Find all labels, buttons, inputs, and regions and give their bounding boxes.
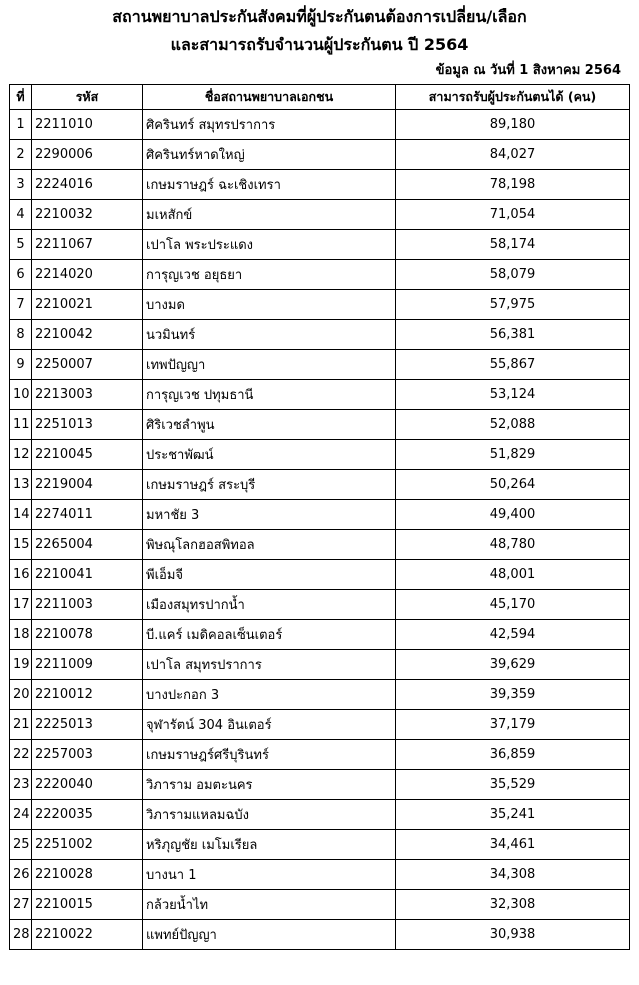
table-row bbox=[10, 710, 630, 740]
capacity-value: 50,264 bbox=[396, 470, 630, 500]
row-number: 8 bbox=[10, 320, 32, 350]
row-number: 4 bbox=[10, 200, 32, 230]
table-row bbox=[10, 680, 630, 710]
capacity-value: 48,001 bbox=[396, 560, 630, 590]
capacity-value: 52,088 bbox=[396, 410, 630, 440]
row-number: 26 bbox=[10, 860, 32, 890]
row-number: 5 bbox=[10, 230, 32, 260]
table-row bbox=[10, 530, 630, 560]
hospital-code: 2211067 bbox=[32, 230, 143, 260]
row-number: 14 bbox=[10, 500, 32, 530]
capacity-value: 78,198 bbox=[396, 170, 630, 200]
table-row bbox=[10, 290, 630, 320]
row-number: 2 bbox=[10, 140, 32, 170]
hospital-code: 2210012 bbox=[32, 680, 143, 710]
hospital-name: การุญเวช ปทุมธานี bbox=[143, 380, 396, 410]
row-number: 17 bbox=[10, 590, 32, 620]
capacity-value: 35,529 bbox=[396, 770, 630, 800]
hospital-name: บางนา 1 bbox=[143, 860, 396, 890]
row-number: 19 bbox=[10, 650, 32, 680]
row-number: 18 bbox=[10, 620, 32, 650]
table-row bbox=[10, 650, 630, 680]
hospital-code: 2224016 bbox=[32, 170, 143, 200]
capacity-value: 37,179 bbox=[396, 710, 630, 740]
hospital-code: 2210078 bbox=[32, 620, 143, 650]
hospital-name: ประชาพัฒน์ bbox=[143, 440, 396, 470]
hospital-code: 2214020 bbox=[32, 260, 143, 290]
hospital-code: 2251013 bbox=[32, 410, 143, 440]
hospital-name: มหาชัย 3 bbox=[143, 500, 396, 530]
hospital-name: มเหสักข์ bbox=[143, 200, 396, 230]
header-code: รหัส bbox=[32, 85, 143, 110]
capacity-value: 30,938 bbox=[396, 920, 630, 950]
hospital-code: 2210028 bbox=[32, 860, 143, 890]
capacity-value: 35,241 bbox=[396, 800, 630, 830]
row-number: 7 bbox=[10, 290, 32, 320]
table-body bbox=[10, 110, 630, 950]
hospital-name: เกษมราษฎร์ ฉะเชิงเทรา bbox=[143, 170, 396, 200]
row-number: 9 bbox=[10, 350, 32, 380]
row-number: 20 bbox=[10, 680, 32, 710]
hospital-code: 2210021 bbox=[32, 290, 143, 320]
header-no: ที่ bbox=[10, 85, 32, 110]
table-row bbox=[10, 560, 630, 590]
hospital-code: 2225013 bbox=[32, 710, 143, 740]
row-number: 1 bbox=[10, 110, 32, 140]
hospital-name: การุญเวช อยุธยา bbox=[143, 260, 396, 290]
row-number: 28 bbox=[10, 920, 32, 950]
capacity-value: 45,170 bbox=[396, 590, 630, 620]
hospital-name: พิษณุโลกฮอสพิทอล bbox=[143, 530, 396, 560]
table-row bbox=[10, 170, 630, 200]
hospital-name: ศิครินทร์ สมุทรปราการ bbox=[143, 110, 396, 140]
capacity-value: 49,400 bbox=[396, 500, 630, 530]
header-name: ชื่อสถานพยาบาลเอกชน bbox=[143, 85, 396, 110]
row-number: 10 bbox=[10, 380, 32, 410]
hospital-code: 2210022 bbox=[32, 920, 143, 950]
row-number: 3 bbox=[10, 170, 32, 200]
table-row bbox=[10, 890, 630, 920]
row-number: 12 bbox=[10, 440, 32, 470]
row-number: 16 bbox=[10, 560, 32, 590]
hospital-name: นวมินทร์ bbox=[143, 320, 396, 350]
capacity-value: 58,174 bbox=[396, 230, 630, 260]
table-row bbox=[10, 200, 630, 230]
capacity-value: 32,308 bbox=[396, 890, 630, 920]
hospital-name: ศิริเวชลำพูน bbox=[143, 410, 396, 440]
table-row bbox=[10, 140, 630, 170]
hospital-name: หริภุญชัย เมโมเรียล bbox=[143, 830, 396, 860]
table-row bbox=[10, 470, 630, 500]
row-number: 24 bbox=[10, 800, 32, 830]
hospital-code: 2210015 bbox=[32, 890, 143, 920]
hospital-code: 2210032 bbox=[32, 200, 143, 230]
hospital-code: 2211010 bbox=[32, 110, 143, 140]
table-row bbox=[10, 230, 630, 260]
capacity-value: 84,027 bbox=[396, 140, 630, 170]
capacity-value: 55,867 bbox=[396, 350, 630, 380]
capacity-value: 39,359 bbox=[396, 680, 630, 710]
hospital-name: บี.แคร์ เมดิคอลเซ็นเตอร์ bbox=[143, 620, 396, 650]
capacity-value: 34,308 bbox=[396, 860, 630, 890]
hospital-code: 2290006 bbox=[32, 140, 143, 170]
row-number: 23 bbox=[10, 770, 32, 800]
capacity-value: 39,629 bbox=[396, 650, 630, 680]
capacity-value: 53,124 bbox=[396, 380, 630, 410]
hospital-name: พีเอ็มจี bbox=[143, 560, 396, 590]
table-row bbox=[10, 350, 630, 380]
capacity-value: 34,461 bbox=[396, 830, 630, 860]
hospital-name: เปาโล สมุทรปราการ bbox=[143, 650, 396, 680]
table-row bbox=[10, 800, 630, 830]
row-number: 15 bbox=[10, 530, 32, 560]
hospital-name: ศิครินทร์หาดใหญ่ bbox=[143, 140, 396, 170]
document-title: สถานพยาบาลประกันสังคมที่ผู้ประกันตนต้องการเปลี่ยน/เลือก bbox=[112, 7, 527, 26]
hospital-table bbox=[9, 84, 630, 950]
hospital-code: 2219004 bbox=[32, 470, 143, 500]
table-row bbox=[10, 410, 630, 440]
capacity-value: 58,079 bbox=[396, 260, 630, 290]
hospital-name: เทพปัญญา bbox=[143, 350, 396, 380]
hospital-name: บางมด bbox=[143, 290, 396, 320]
capacity-value: 42,594 bbox=[396, 620, 630, 650]
table-row bbox=[10, 110, 630, 140]
hospital-code: 2274011 bbox=[32, 500, 143, 530]
table-row bbox=[10, 620, 630, 650]
document-subtitle: และสามารถรับจำนวนผู้ประกันตน ปี 2564 bbox=[170, 35, 469, 54]
hospital-code: 2251002 bbox=[32, 830, 143, 860]
hospital-name: เกษมราษฎร์ศรีบุรินทร์ bbox=[143, 740, 396, 770]
table-row bbox=[10, 380, 630, 410]
hospital-name: วิภาราม อมตะนคร bbox=[143, 770, 396, 800]
row-number: 22 bbox=[10, 740, 32, 770]
hospital-code: 2220040 bbox=[32, 770, 143, 800]
table-row bbox=[10, 830, 630, 860]
capacity-value: 48,780 bbox=[396, 530, 630, 560]
capacity-value: 56,381 bbox=[396, 320, 630, 350]
table-row bbox=[10, 860, 630, 890]
hospital-code: 2220035 bbox=[32, 800, 143, 830]
capacity-value: 71,054 bbox=[396, 200, 630, 230]
table-row bbox=[10, 320, 630, 350]
hospital-code: 2210042 bbox=[32, 320, 143, 350]
hospital-name: เมืองสมุทรปากน้ำ bbox=[143, 590, 396, 620]
table-row bbox=[10, 500, 630, 530]
hospital-code: 2210041 bbox=[32, 560, 143, 590]
hospital-name: เกษมราษฎร์ สระบุรี bbox=[143, 470, 396, 500]
capacity-value: 89,180 bbox=[396, 110, 630, 140]
row-number: 13 bbox=[10, 470, 32, 500]
hospital-code: 2257003 bbox=[32, 740, 143, 770]
table-header-row bbox=[10, 85, 630, 110]
hospital-code: 2211009 bbox=[32, 650, 143, 680]
table-row bbox=[10, 440, 630, 470]
hospital-name: วิภารามแหลมฉบัง bbox=[143, 800, 396, 830]
row-number: 6 bbox=[10, 260, 32, 290]
row-number: 27 bbox=[10, 890, 32, 920]
row-number: 21 bbox=[10, 710, 32, 740]
table-row bbox=[10, 740, 630, 770]
capacity-value: 51,829 bbox=[396, 440, 630, 470]
table-row bbox=[10, 590, 630, 620]
table-row bbox=[10, 920, 630, 950]
hospital-name: เปาโล พระประแดง bbox=[143, 230, 396, 260]
hospital-code: 2265004 bbox=[32, 530, 143, 560]
hospital-name: กล้วยน้ำไท bbox=[143, 890, 396, 920]
row-number: 25 bbox=[10, 830, 32, 860]
as-of-date: ข้อมูล ณ วันที่ 1 สิงหาคม 2564 bbox=[435, 63, 621, 78]
hospital-name: จุฬารัตน์ 304 อินเตอร์ bbox=[143, 710, 396, 740]
header-capacity: สามารถรับผู้ประกันตนได้ (คน) bbox=[396, 85, 630, 110]
hospital-code: 2250007 bbox=[32, 350, 143, 380]
table-row bbox=[10, 770, 630, 800]
capacity-value: 57,975 bbox=[396, 290, 630, 320]
hospital-code: 2210045 bbox=[32, 440, 143, 470]
capacity-value: 36,859 bbox=[396, 740, 630, 770]
hospital-code: 2213003 bbox=[32, 380, 143, 410]
hospital-name: แพทย์ปัญญา bbox=[143, 920, 396, 950]
table-row bbox=[10, 260, 630, 290]
hospital-code: 2211003 bbox=[32, 590, 143, 620]
hospital-name: บางปะกอก 3 bbox=[143, 680, 396, 710]
row-number: 11 bbox=[10, 410, 32, 440]
